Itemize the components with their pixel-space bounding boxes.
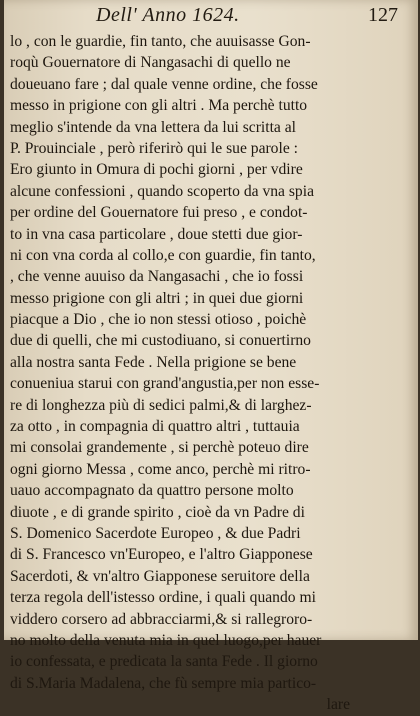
text-line: conueniua starui con grand'angustia,per non esse- bbox=[10, 375, 320, 393]
text-line: doueuano fare ; dal quale venne ordine, che fosse bbox=[10, 75, 318, 93]
text-line: diuote , e di grande spirito , cioè da vn Padre di bbox=[10, 503, 305, 521]
text-line: to in vna casa particolare , doue stetti due gior- bbox=[10, 225, 303, 243]
text-line: messo prigione con gli altri ; in quei due giorni bbox=[10, 289, 304, 307]
text-line: za otto , in compagnia di quattro altri , tuttauia bbox=[10, 418, 300, 436]
text-line: Sacerdoti, & vn'altro Giapponese seruitore della bbox=[10, 567, 310, 585]
text-line: due di quelli, che mi custodiuano, si conuertirno bbox=[10, 332, 311, 350]
running-head: Dell' Anno 1624. bbox=[96, 4, 240, 26]
book-page bbox=[4, 0, 418, 714]
text-line: , che venne auuiso da Nangasachi , che io fossi bbox=[10, 268, 304, 286]
text-line: S. Domenico Sacerdote Europeo , & due Padri bbox=[10, 524, 301, 542]
text-line: re di longhezza più di sedici palmi,& di larghez- bbox=[10, 396, 312, 414]
text-line: alla nostra santa Fede . Nella prigione se bene bbox=[10, 353, 297, 371]
text-line: uauo accompagnato da quattro persone molto bbox=[10, 482, 294, 500]
text-line: lo , con le guardie, fin tanto, che auuisasse Gon- bbox=[10, 33, 311, 50]
text-line: per ordine del Gouernatore fui preso , e condot- bbox=[10, 204, 308, 222]
text-line: messo in prigione con gli altri . Ma perchè tutto bbox=[10, 97, 308, 115]
text-line: no molto della venuta mia in quel luogo,per hauer bbox=[10, 631, 322, 649]
catchword: lare bbox=[326, 696, 350, 714]
text-line: piacque a Dio , che io non stessi otioso , poichè bbox=[10, 311, 307, 329]
text-line: di S. Francesco vn'Europeo, e l'altro Giapponese bbox=[10, 546, 313, 564]
page-number: 127 bbox=[368, 4, 398, 26]
text-line: ni con vna corda al collo,e con guardie, fin tanto, bbox=[10, 246, 316, 264]
body-text bbox=[10, 31, 408, 716]
page-header bbox=[4, 4, 418, 30]
text-line: io confessata, e predicata la santa Fede . Il giorno bbox=[10, 653, 318, 671]
text-line: alcune confessioni , quando scoperto da vna spia bbox=[10, 182, 314, 200]
text-line: Ero giunto in Omura di pochi giorni , per vdire bbox=[10, 161, 303, 179]
text-line: viddero corsero ad abbracciarmi,& si rallegroro- bbox=[10, 610, 313, 628]
text-line: P. Prouinciale , però riferirò qui le sue parole : bbox=[10, 139, 298, 157]
text-line: meglio s'intende da vna lettera da lui scritta al bbox=[10, 118, 296, 136]
text-line: roqù Gouernatore di Nangasachi di quello ne bbox=[10, 54, 291, 72]
text-line: terza regola dell'istesso ordine, i quali quando mi bbox=[10, 589, 316, 607]
text-line: mi consolai grandemente , si perchè poteuo dire bbox=[10, 439, 309, 457]
text-line: ogni giorno Messa , come anco, perchè mi ritro- bbox=[10, 460, 311, 478]
text-line: di S.Maria Madalena, che fù sempre mia partico- bbox=[10, 674, 317, 692]
